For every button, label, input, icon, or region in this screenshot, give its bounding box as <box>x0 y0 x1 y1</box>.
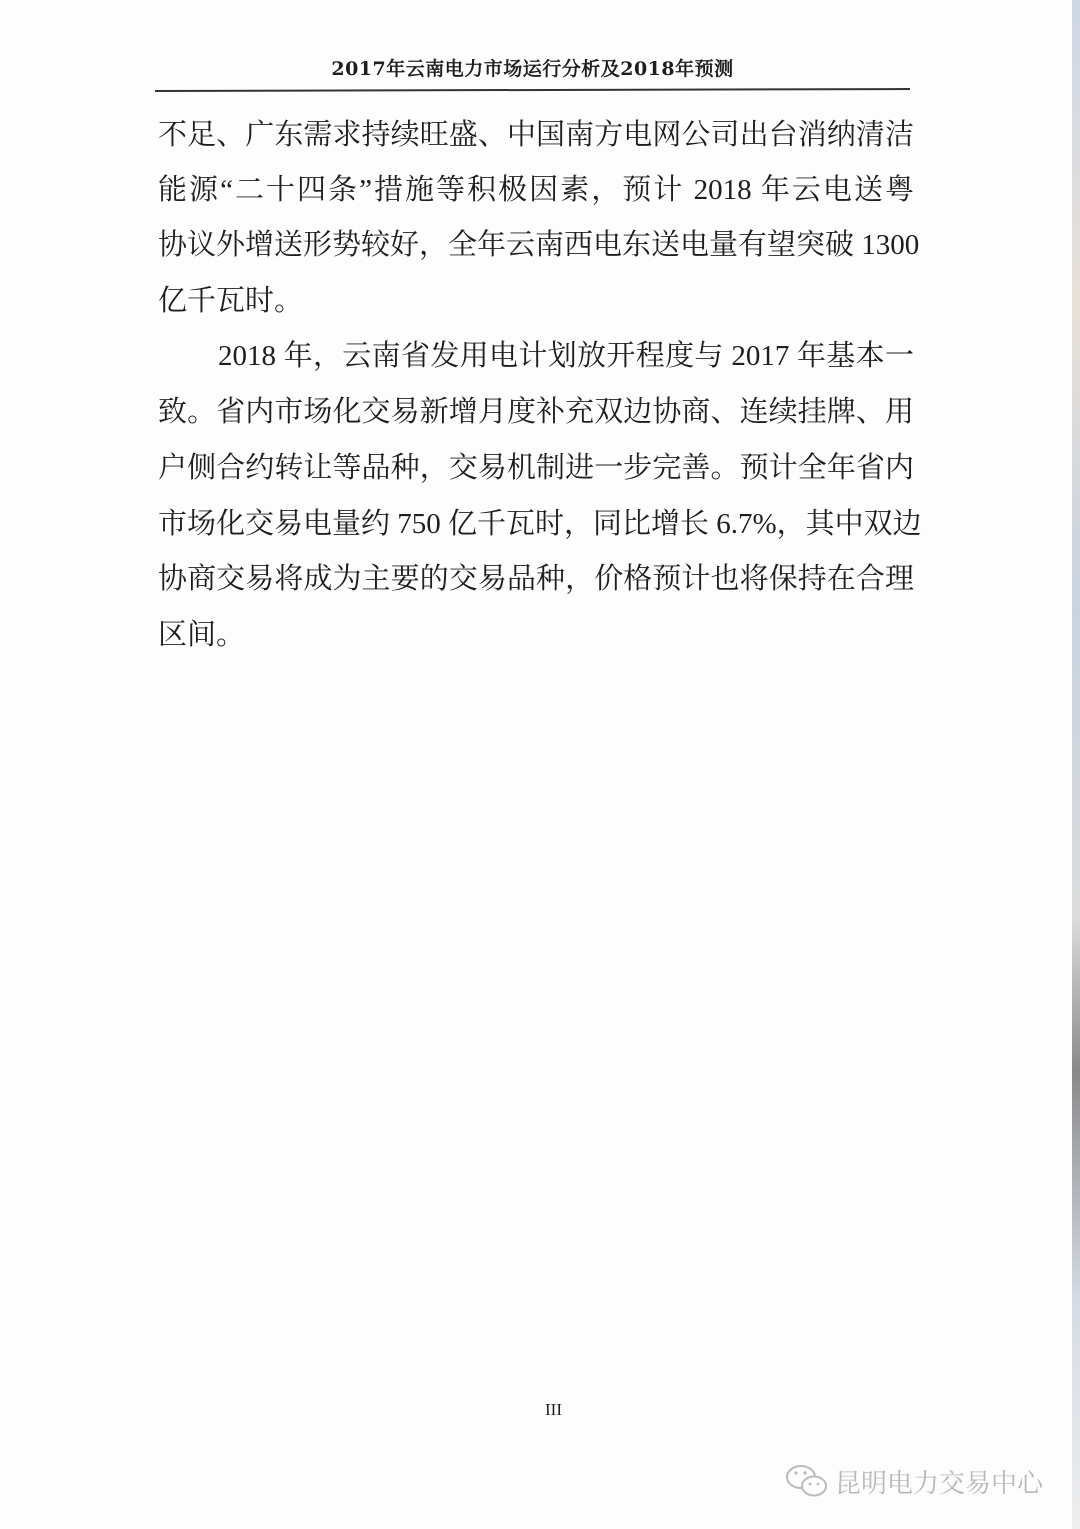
page-number: III <box>545 1400 562 1419</box>
paragraph-line: 户侧合约转让等品种，交易机制进一步完善。预计全年省内 <box>158 452 914 484</box>
scan-edge <box>1072 0 1080 1529</box>
paragraph-line: 2018 年，云南省发用电计划放开程度与 2017 年基本一 <box>218 340 914 372</box>
paragraph-line: 不足、广东需求持续旺盛、中国南方电网公司出台消纳清洁 <box>158 119 914 151</box>
header-rule <box>155 88 910 92</box>
paragraph-line: 协商交易将成为主要的交易品种，价格预计也将保持在合理 <box>158 563 914 595</box>
paragraph-line: 能源“二十四条”措施等积极因素，预计 2018 年云电送粤 <box>158 174 914 206</box>
paragraph-line: 亿千瓦时。 <box>158 285 304 317</box>
paragraph-line: 市场化交易电量约 750 亿千瓦时，同比增长 6.7%，其中双边 <box>158 508 922 540</box>
paragraph-line: 协议外增送形势较好，全年云南西电东送电量有望突破 1300 <box>158 229 920 261</box>
watermark-text: 昆明电力交易中心 <box>835 1468 1044 1499</box>
watermark <box>785 1462 1043 1500</box>
paragraph-line: 致。省内市场化交易新增月度补充双边协商、连续挂牌、用 <box>158 396 914 428</box>
paragraph-line: 区间。 <box>158 619 246 651</box>
running-header: 2017年云南电力市场运行分析及2018年预测 <box>331 58 734 80</box>
wechat-icon <box>785 1462 829 1500</box>
